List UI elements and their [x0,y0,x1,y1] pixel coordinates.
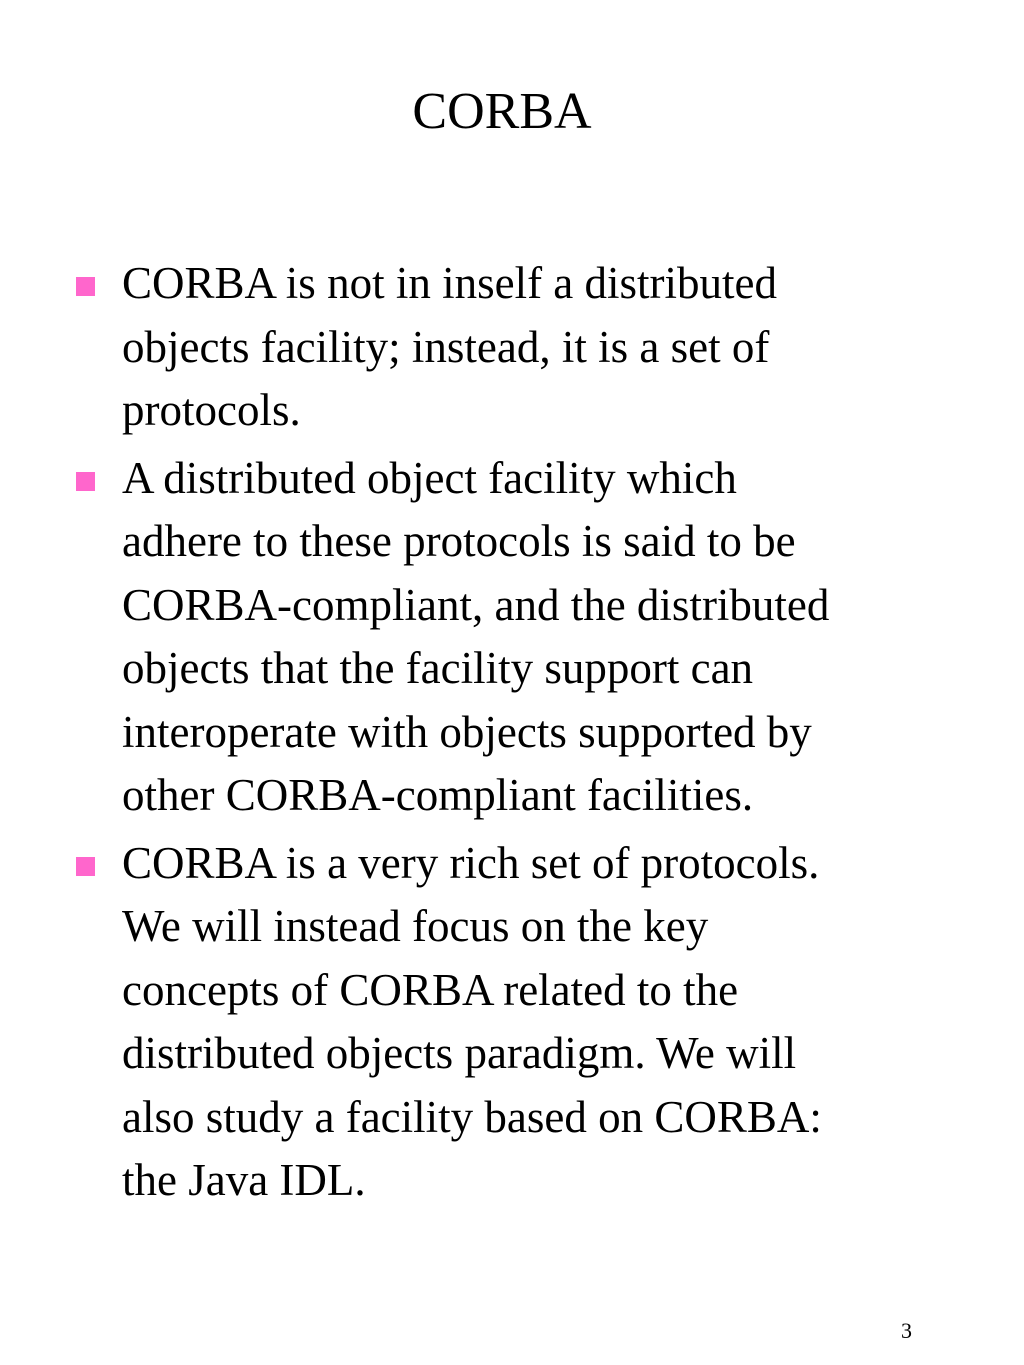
bullet-item-2 [72,447,972,828]
bullet-item-3 [72,832,972,1213]
square-bullet-icon [76,472,95,491]
page-number: 3 [901,1318,912,1343]
bullet-item-1 [72,252,972,443]
slide-title: CORBA [412,83,592,140]
bullet-list [72,252,972,1217]
bullet-text: CORBA is not in inself a distributed objects facility; instead, it is a set of protocols. [122,258,778,435]
square-bullet-icon [76,277,95,296]
bullet-text: CORBA is a very rich set of protocols. We will instead focus on the key concepts of CORBA related to the distributed objects paradigm. We will also study a facility based on CORBA: the Java IDL. [122,837,822,1205]
bullet-text: A distributed object facility which adhere to these protocols is said to be CORBA-compliant, and the distributed objects that the facility support can interoperate with objects supported by other CORBA-compliant facilities. [122,452,830,820]
square-bullet-icon [76,857,95,876]
